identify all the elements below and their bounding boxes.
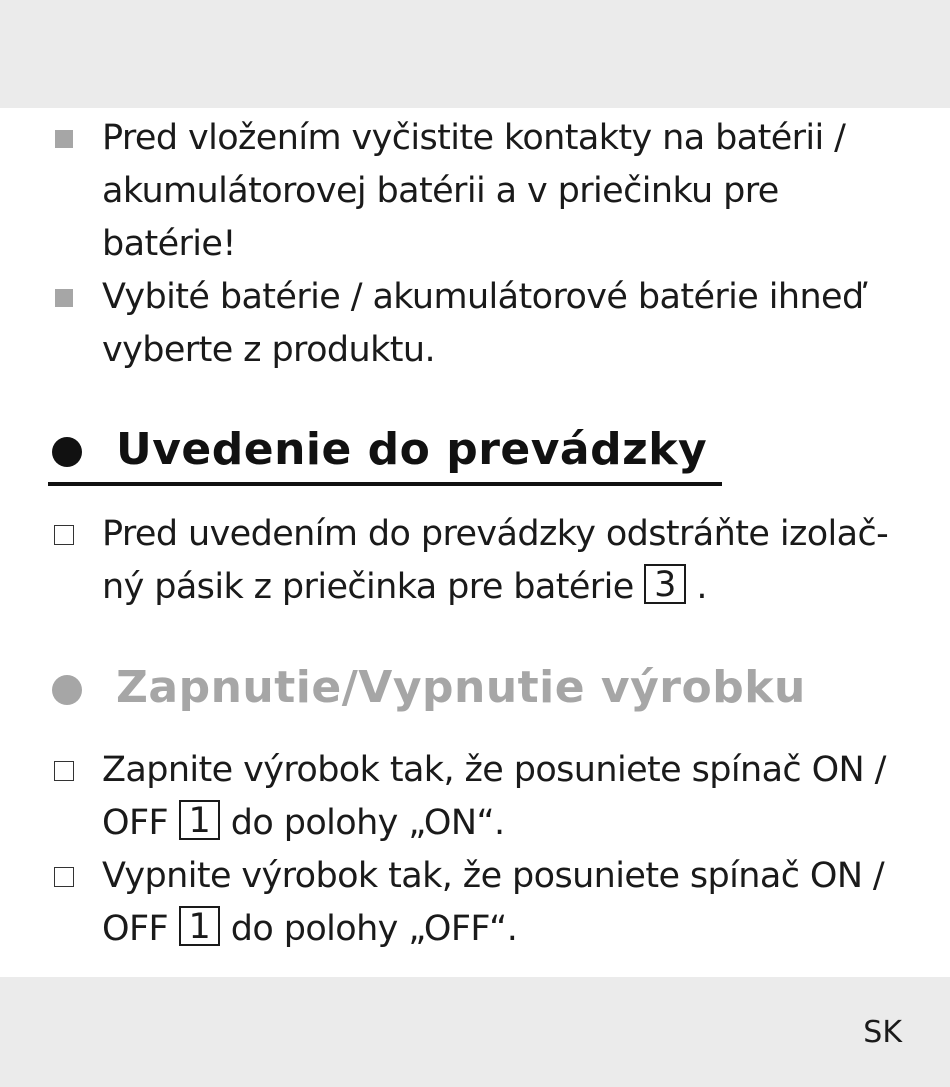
section-title: Zapnutie/Vypnutie výrobku <box>116 662 806 713</box>
step-text: Vypnite výrobok tak, že posuniete spínač ON / OFF <box>102 856 885 949</box>
heading-underline <box>48 482 722 486</box>
filled-circle-icon <box>52 437 82 467</box>
square-bullet-icon <box>55 130 73 148</box>
square-bullet-icon <box>55 289 73 307</box>
filled-circle-icon <box>52 675 82 705</box>
checkbox-bullet-icon <box>54 867 74 887</box>
checkbox-bullet-icon <box>54 525 74 545</box>
step-text-end: . <box>696 567 707 607</box>
part-reference-number: 1 <box>179 800 221 840</box>
instruction-step <box>52 508 912 614</box>
page-top-margin <box>0 0 950 108</box>
instruction-step <box>52 850 912 956</box>
warning-text: Pred vložením vyčistite kontakty na batérii / akumulátorovej batérii a v priečinku pre batérie! <box>102 118 846 264</box>
language-code: SK <box>863 1015 902 1050</box>
warning-item <box>52 271 912 377</box>
page-bottom-margin <box>0 977 950 1087</box>
step-text-end: do polohy „ON“. <box>230 803 505 843</box>
warning-item <box>52 112 912 271</box>
section-title: Uvedenie do prevádzky <box>116 424 708 475</box>
part-reference-number: 1 <box>179 906 221 946</box>
checkbox-bullet-icon <box>54 761 74 781</box>
instruction-step <box>52 744 912 850</box>
step-text-end: do polohy „OFF“. <box>230 909 518 949</box>
part-reference-number: 3 <box>644 564 686 604</box>
warning-text: Vybité batérie / akumulátorové batérie ihneď vyberte z produktu. <box>102 277 864 370</box>
step-text: Pred uvedením do prevádzky odstráňte izolač-ný pásik z priečinka pre batérie <box>102 514 889 607</box>
step-text: Zapnite výrobok tak, že posuniete spínač ON / OFF <box>102 750 886 843</box>
